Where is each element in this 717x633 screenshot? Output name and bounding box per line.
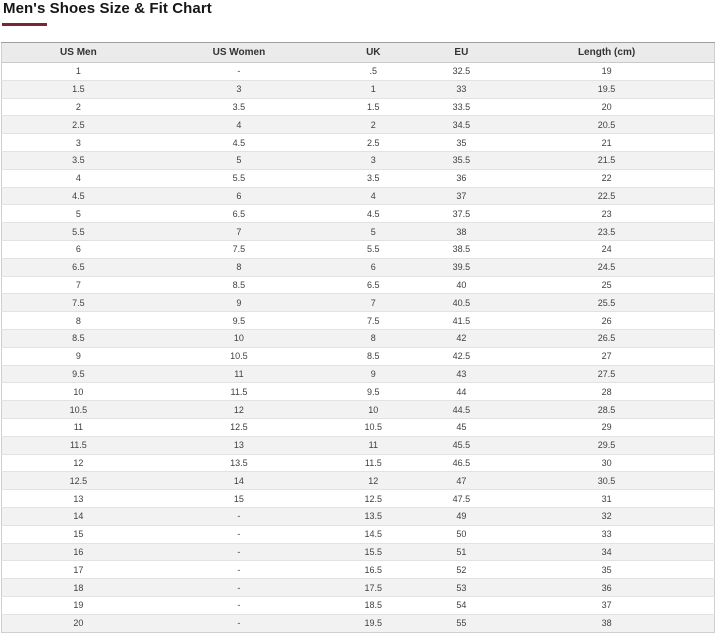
table-row	[2, 169, 715, 187]
table-row	[2, 223, 715, 241]
table-cell: 1.5	[323, 98, 424, 116]
table-cell: 6	[2, 240, 155, 258]
table-row	[2, 472, 715, 490]
table-row	[2, 312, 715, 330]
table-cell: 11	[2, 418, 155, 436]
table-cell: 15.5	[323, 543, 424, 561]
table-cell: 4	[2, 169, 155, 187]
table-cell: 31	[499, 490, 714, 508]
table-cell: 13	[2, 490, 155, 508]
table-cell: 33.5	[424, 98, 500, 116]
table-cell: 21	[499, 134, 714, 152]
table-cell: 6.5	[2, 258, 155, 276]
table-cell: 4	[155, 116, 323, 134]
table-cell: 39.5	[424, 258, 500, 276]
table-cell: -	[155, 525, 323, 543]
table-cell: 34	[499, 543, 714, 561]
table-cell: 34.5	[424, 116, 500, 134]
table-cell: 26.5	[499, 329, 714, 347]
table-cell: 7.5	[323, 312, 424, 330]
table-cell: 10	[155, 329, 323, 347]
table-cell: 7	[2, 276, 155, 294]
page-title: Men's Shoes Size & Fit Chart	[3, 0, 212, 17]
table-cell: 6.5	[155, 205, 323, 223]
table-cell: 5.5	[2, 223, 155, 241]
table-cell: 2.5	[323, 134, 424, 152]
table-cell: 9.5	[2, 365, 155, 383]
table-cell: 46.5	[424, 454, 500, 472]
table-cell: 13.5	[323, 507, 424, 525]
column-header-length-cm: Length (cm)	[499, 43, 714, 63]
table-cell: 9.5	[323, 383, 424, 401]
table-cell: 37.5	[424, 205, 500, 223]
table-cell: 38	[499, 614, 714, 632]
table-cell: 49	[424, 507, 500, 525]
table-cell: 8	[2, 312, 155, 330]
table-cell: 37	[499, 596, 714, 614]
table-cell: 11	[155, 365, 323, 383]
table-cell: 4.5	[155, 134, 323, 152]
table-row	[2, 240, 715, 258]
table-cell: 10.5	[155, 347, 323, 365]
table-cell: 14.5	[323, 525, 424, 543]
table-cell: 8	[323, 329, 424, 347]
table-row	[2, 579, 715, 597]
table-row	[2, 276, 715, 294]
table-cell: 9	[2, 347, 155, 365]
table-row	[2, 205, 715, 223]
table-cell: 8.5	[2, 329, 155, 347]
table-cell: 45.5	[424, 436, 500, 454]
table-row	[2, 525, 715, 543]
table-cell: 28	[499, 383, 714, 401]
table-cell: 5.5	[155, 169, 323, 187]
table-cell: 22	[499, 169, 714, 187]
table-cell: 2.5	[2, 116, 155, 134]
table-cell: 24.5	[499, 258, 714, 276]
table-cell: 5.5	[323, 240, 424, 258]
table-cell: 14	[2, 507, 155, 525]
table-cell: -	[155, 596, 323, 614]
table-row	[2, 418, 715, 436]
table-cell: 44.5	[424, 401, 500, 419]
table-cell: 27	[499, 347, 714, 365]
table-cell: 21.5	[499, 151, 714, 169]
table-cell: 11.5	[323, 454, 424, 472]
table-cell: 25	[499, 276, 714, 294]
table-cell: 10	[2, 383, 155, 401]
table-cell: 15	[2, 525, 155, 543]
table-cell: 19	[499, 63, 714, 81]
table-cell: 38	[424, 223, 500, 241]
table-cell: 33	[424, 80, 500, 98]
table-row	[2, 436, 715, 454]
table-cell: 45	[424, 418, 500, 436]
table-cell: 11	[323, 436, 424, 454]
table-cell: 27.5	[499, 365, 714, 383]
table-cell: 23.5	[499, 223, 714, 241]
table-cell: 19	[2, 596, 155, 614]
table-cell: 36	[424, 169, 500, 187]
table-row	[2, 347, 715, 365]
table-cell: 23	[499, 205, 714, 223]
column-header-us-men: US Men	[2, 43, 155, 63]
table-cell: 53	[424, 579, 500, 597]
table-row	[2, 454, 715, 472]
table-cell: 10	[323, 401, 424, 419]
size-table-header	[2, 43, 715, 63]
table-cell: 5	[323, 223, 424, 241]
table-cell: 35	[424, 134, 500, 152]
table-cell: -	[155, 543, 323, 561]
table-cell: 3	[323, 151, 424, 169]
table-cell: 4.5	[323, 205, 424, 223]
column-header-us-women: US Women	[155, 43, 323, 63]
table-cell: 42	[424, 329, 500, 347]
table-cell: 12	[2, 454, 155, 472]
table-cell: 24	[499, 240, 714, 258]
table-cell: 19.5	[323, 614, 424, 632]
table-cell: 3	[2, 134, 155, 152]
table-cell: 13	[155, 436, 323, 454]
table-cell: 11.5	[2, 436, 155, 454]
column-header-uk: UK	[323, 43, 424, 63]
table-cell: 16.5	[323, 561, 424, 579]
table-cell: 6.5	[323, 276, 424, 294]
table-cell: -	[155, 579, 323, 597]
table-row	[2, 365, 715, 383]
table-cell: 29.5	[499, 436, 714, 454]
table-cell: 9	[155, 294, 323, 312]
table-cell: 37	[424, 187, 500, 205]
table-cell: 32.5	[424, 63, 500, 81]
table-row	[2, 134, 715, 152]
table-cell: 7.5	[155, 240, 323, 258]
table-row	[2, 329, 715, 347]
table-cell: 32	[499, 507, 714, 525]
table-cell: 17	[2, 561, 155, 579]
table-cell: 8.5	[323, 347, 424, 365]
table-cell: 35.5	[424, 151, 500, 169]
table-cell: 3.5	[2, 151, 155, 169]
table-cell: 50	[424, 525, 500, 543]
table-cell: 40	[424, 276, 500, 294]
table-cell: 44	[424, 383, 500, 401]
table-cell: 1	[2, 63, 155, 81]
table-row	[2, 490, 715, 508]
table-cell: 3.5	[323, 169, 424, 187]
table-row	[2, 151, 715, 169]
table-cell: 8.5	[155, 276, 323, 294]
table-cell: 14	[155, 472, 323, 490]
size-chart-table	[1, 42, 715, 633]
table-cell: 5	[2, 205, 155, 223]
table-cell: 7	[155, 223, 323, 241]
table-cell: 54	[424, 596, 500, 614]
table-cell: 3.5	[155, 98, 323, 116]
table-cell: 7	[323, 294, 424, 312]
table-cell: 36	[499, 579, 714, 597]
table-cell: 13.5	[155, 454, 323, 472]
table-cell: -	[155, 614, 323, 632]
table-cell: 30	[499, 454, 714, 472]
table-cell: 2	[323, 116, 424, 134]
table-row	[2, 294, 715, 312]
table-row	[2, 98, 715, 116]
table-cell: 41.5	[424, 312, 500, 330]
table-cell: 2	[2, 98, 155, 116]
table-cell: 42.5	[424, 347, 500, 365]
table-row	[2, 63, 715, 81]
table-cell: 6	[323, 258, 424, 276]
table-cell: 1.5	[2, 80, 155, 98]
table-cell: 12	[155, 401, 323, 419]
table-cell: 20	[499, 98, 714, 116]
table-row	[2, 596, 715, 614]
title-accent-underline	[2, 23, 47, 26]
table-row	[2, 116, 715, 134]
table-cell: 20	[2, 614, 155, 632]
table-cell: -	[155, 507, 323, 525]
table-cell: 52	[424, 561, 500, 579]
table-cell: 11.5	[155, 383, 323, 401]
table-cell: 4.5	[2, 187, 155, 205]
table-cell: 18.5	[323, 596, 424, 614]
table-cell: 17.5	[323, 579, 424, 597]
table-row	[2, 561, 715, 579]
table-cell: 16	[2, 543, 155, 561]
table-cell: 8	[155, 258, 323, 276]
table-cell: 35	[499, 561, 714, 579]
table-cell: 29	[499, 418, 714, 436]
table-cell: 51	[424, 543, 500, 561]
table-cell: 20.5	[499, 116, 714, 134]
table-cell: 47.5	[424, 490, 500, 508]
table-cell: 38.5	[424, 240, 500, 258]
table-cell: 15	[155, 490, 323, 508]
table-cell: 28.5	[499, 401, 714, 419]
table-cell: -	[155, 63, 323, 81]
table-cell: 43	[424, 365, 500, 383]
table-cell: 12.5	[155, 418, 323, 436]
table-cell: 40.5	[424, 294, 500, 312]
table-row	[2, 614, 715, 632]
table-cell: 12	[323, 472, 424, 490]
table-cell: 33	[499, 525, 714, 543]
table-cell: 12.5	[2, 472, 155, 490]
table-row	[2, 80, 715, 98]
table-cell: 1	[323, 80, 424, 98]
table-cell: 9	[323, 365, 424, 383]
table-cell: 10.5	[323, 418, 424, 436]
table-row	[2, 507, 715, 525]
table-cell: 47	[424, 472, 500, 490]
table-row	[2, 187, 715, 205]
table-cell: 4	[323, 187, 424, 205]
table-cell: 6	[155, 187, 323, 205]
table-cell: 22.5	[499, 187, 714, 205]
table-cell: 5	[155, 151, 323, 169]
table-row	[2, 401, 715, 419]
table-cell: 18	[2, 579, 155, 597]
size-table-header-row	[2, 43, 715, 63]
size-table-body	[2, 63, 715, 633]
table-cell: 9.5	[155, 312, 323, 330]
table-cell: 3	[155, 80, 323, 98]
table-cell: 30.5	[499, 472, 714, 490]
table-row	[2, 543, 715, 561]
table-cell: 7.5	[2, 294, 155, 312]
table-cell: .5	[323, 63, 424, 81]
table-cell: 19.5	[499, 80, 714, 98]
table-cell: 55	[424, 614, 500, 632]
table-cell: 25.5	[499, 294, 714, 312]
table-cell: -	[155, 561, 323, 579]
table-row	[2, 258, 715, 276]
table-cell: 26	[499, 312, 714, 330]
table-cell: 12.5	[323, 490, 424, 508]
table-row	[2, 383, 715, 401]
column-header-eu: EU	[424, 43, 500, 63]
table-cell: 10.5	[2, 401, 155, 419]
